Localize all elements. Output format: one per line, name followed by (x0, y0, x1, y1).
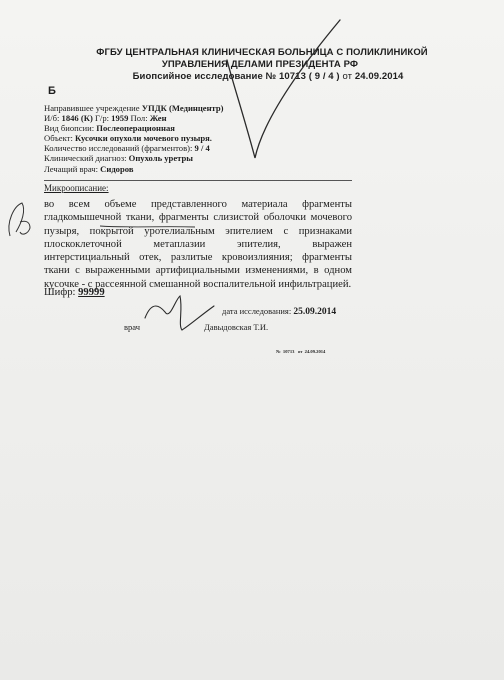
footer-number: 10713 (282, 349, 295, 354)
micro-title: Микроописание: (44, 183, 109, 193)
diagnosis-label: Клинический диагноз: (44, 153, 127, 163)
signature-role: врач (124, 322, 140, 332)
institution-value: УПДК (Мединцентр) (141, 103, 224, 113)
birth-label: Г/р: (94, 113, 110, 123)
biopsy-title (16, 71, 504, 82)
biopsy-type-row (44, 123, 175, 133)
study-date-row (222, 306, 336, 317)
micro-description: во всем объеме представленного материала фрагменты гладкомышечной ткани, фрагменты слизистой оболочки мочевого пузыря, покрытой уротелиальным эпителием с признаками плоскоклеточной метаплазии эпителия, выражен интерстициальный отек, разлитые кровоизлияния; фрагменты ткани с выраженными артифициальными изменениями, в одном кусочке - с рассеянной смешанной воспалительной инфильтрацией. (44, 199, 352, 290)
footer-date: 24.09.2014 (304, 349, 326, 354)
biopsy-number: 10713 (279, 71, 306, 82)
biopsy-type-label: Вид биопсии: (44, 123, 95, 133)
code-label: Шифр: (44, 287, 76, 298)
sex-value: Жен (149, 113, 167, 123)
study-date-label: дата исследования: (222, 306, 292, 316)
sex-label: Пол: (130, 113, 148, 123)
biopsy-type-value: Послеоперационная (96, 123, 175, 133)
margin-note-drawing (9, 203, 30, 236)
biopsy-date: 24.09.2014 (354, 71, 404, 82)
code-value: 99999 (78, 287, 105, 298)
count-value: 9 / 4 (194, 143, 210, 153)
object-row (44, 133, 212, 143)
study-date-value: 25.09.2014 (293, 307, 337, 317)
biopsy-date-prefix: от (342, 71, 353, 82)
id-label: И/б: (44, 113, 60, 123)
footer-number-sign: № (276, 349, 281, 354)
patient-id-row (44, 113, 167, 123)
biopsy-label: Биопсийное исследование № (132, 71, 277, 82)
doctor-row (44, 164, 133, 174)
count-label: Количество исследований (фрагментов): (44, 143, 193, 153)
id-value: 1846 (К) (61, 113, 93, 123)
diagnosis-row (44, 153, 193, 163)
code-row (44, 287, 105, 298)
biopsy-fragments: ( 9 / 4 ) (308, 71, 340, 82)
header-institution-line2: УПРАВЛЕНИЯ ДЕЛАМИ ПРЕЗИДЕНТА РФ (161, 59, 359, 70)
section-divider (44, 180, 352, 181)
footer-from: от (297, 349, 303, 354)
institution-row (44, 103, 224, 113)
birth-value: 1959 (111, 113, 129, 123)
doctor-value: Сидоров (100, 164, 134, 174)
object-value: Кусочки опухоли мочевого пузыря. (74, 133, 212, 143)
footer-reference (276, 349, 325, 354)
checkmark-stroke (227, 20, 340, 158)
stamp-letter: Б (48, 85, 56, 97)
signature-name: Давыдовская Т.И. (204, 322, 269, 332)
doctor-label: Лечащий врач: (44, 164, 99, 174)
count-row (44, 143, 210, 153)
diagnosis-value: Опухоль уретры (128, 153, 193, 163)
object-label: Объект: (44, 133, 73, 143)
header-institution-line1: ФГБУ ЦЕНТРАЛЬНАЯ КЛИНИЧЕСКАЯ БОЛЬНИЦА С ПОЛИКЛИНИКОЙ (96, 47, 428, 58)
institution-label: Направившее учреждение (44, 103, 140, 113)
